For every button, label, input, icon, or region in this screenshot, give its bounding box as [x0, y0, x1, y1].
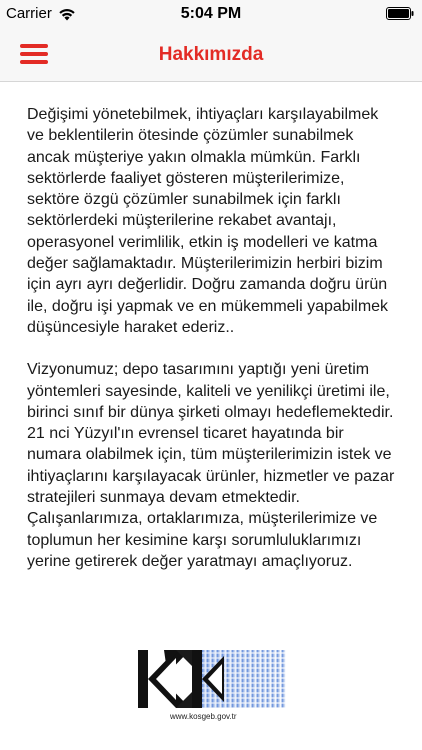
- navigation-bar: [0, 28, 422, 82]
- vision-paragraph: Vizyonumuz; depo tasarımını yaptığı yeni üretim yöntemleri sayesinde, kaliteli ve yenilikçi üretimi ile, birinci sınıf bir dünya şirketi olmayı hedeflemektedir. 21 nci Yüzyıl'ın evrensel ticaret hayatında bir numara olabilmek için, tüm müşterilerimizin istek ve ihtiyaçlarını karşılayacak ürünler, hizmetler ve pazar stratejileri sunmaya devam etmektedir. Çalışanlarımıza, ortaklarımıza, müşterilerimize ve toplumun her kesimine karşı sorumluluklarımızı yerine getirerek değer yaratmayı amaçlıyoruz.: [27, 361, 395, 570]
- about-paragraph: Değişimi yönetebilmek, ihtiyaçları karşılayabilmek ve beklentilerin ötesinde çözümler sunabilmek ancak müşteriye yakın olmakla mümkün. Farklı sektörlerde faaliyet gösteren müşterilerimize, sektöre özgü çözümler sunabilmek için farklı sektörlerdeki müşterilerine rekabet avantajı, operasyonel verimlilik, etkin iş modelleri ve katma değer sağlamaktadır. Müşterilerimizin herbiri bizim için ayrı ayrı değerlidir. Doğru zamanda doğru ürün ile, doğru işi yapmak ve en mükemmeli yapabilmek düşüncesiyle haraket ederiz..: [27, 106, 389, 336]
- page-title: Hakkımızda: [158, 44, 264, 65]
- about-content[interactable]: [27, 104, 399, 646]
- logo-url: www.kosgeb.gov.tr: [170, 712, 237, 721]
- status-bar: [0, 0, 422, 28]
- carrier-label: Carrier: [6, 5, 52, 22]
- status-time: 5:04 PM: [180, 5, 242, 22]
- battery-icon: [386, 7, 414, 20]
